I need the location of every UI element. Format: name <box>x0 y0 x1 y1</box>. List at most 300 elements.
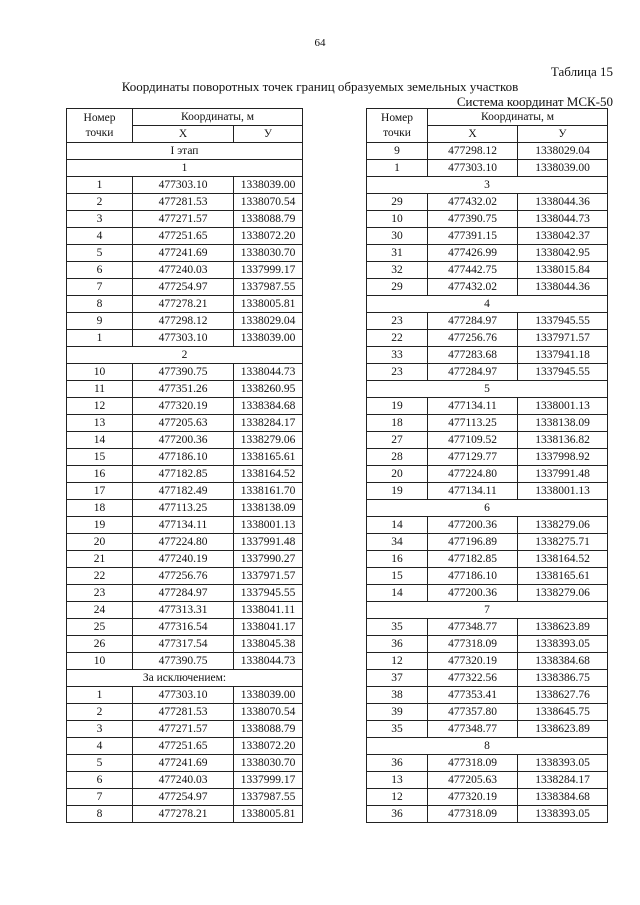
table-row <box>67 330 303 347</box>
x-coordinate-cell: 477284.97 <box>428 364 518 381</box>
point-number-cell: 36 <box>367 806 428 823</box>
point-number-cell: 17 <box>67 483 133 500</box>
x-coordinate-cell: 477348.77 <box>428 721 518 738</box>
y-coordinate-cell: 1338138.09 <box>234 500 303 517</box>
x-coordinate-cell: 477182.85 <box>428 551 518 568</box>
x-coordinate-cell: 477281.53 <box>133 194 234 211</box>
x-coordinate-cell: 477426.99 <box>428 245 518 262</box>
point-number-cell: 4 <box>67 228 133 245</box>
x-coordinate-cell: 477320.19 <box>428 789 518 806</box>
x-coordinate-cell: 477134.11 <box>133 517 234 534</box>
y-coordinate-cell: 1338044.73 <box>234 653 303 670</box>
table-row <box>367 245 608 262</box>
x-coordinate-cell: 477200.36 <box>428 517 518 534</box>
x-coordinate-cell: 477303.10 <box>133 330 234 347</box>
table-row <box>67 466 303 483</box>
x-coordinate-cell: 477303.10 <box>428 160 518 177</box>
header-y: У <box>234 126 303 143</box>
table-row <box>67 517 303 534</box>
table-row <box>367 415 608 432</box>
table-row <box>367 313 608 330</box>
point-number-cell: 14 <box>367 585 428 602</box>
point-number-cell: 21 <box>67 551 133 568</box>
x-coordinate-cell: 477281.53 <box>133 704 234 721</box>
point-number-cell: 19 <box>67 517 133 534</box>
y-coordinate-cell: 1338044.73 <box>234 364 303 381</box>
table-row <box>367 347 608 364</box>
table-row <box>67 398 303 415</box>
y-coordinate-cell: 1338072.20 <box>234 228 303 245</box>
table-row <box>367 789 608 806</box>
x-coordinate-cell: 477390.75 <box>428 211 518 228</box>
point-number-cell: 20 <box>367 466 428 483</box>
point-number-cell: 34 <box>367 534 428 551</box>
section-row <box>367 296 608 313</box>
point-number-cell: 14 <box>367 517 428 534</box>
point-number-cell: 39 <box>367 704 428 721</box>
point-number-cell: 18 <box>367 415 428 432</box>
x-coordinate-cell: 477303.10 <box>133 177 234 194</box>
y-coordinate-cell: 1338039.00 <box>518 160 608 177</box>
y-coordinate-cell: 1338260.95 <box>234 381 303 398</box>
y-coordinate-cell: 1337971.57 <box>234 568 303 585</box>
y-coordinate-cell: 1338088.79 <box>234 721 303 738</box>
x-coordinate-cell: 477240.03 <box>133 262 234 279</box>
y-coordinate-cell: 1337987.55 <box>234 279 303 296</box>
page-number: 64 <box>314 37 326 49</box>
x-coordinate-cell: 477390.75 <box>133 364 234 381</box>
table-row <box>67 568 303 585</box>
point-number-cell: 23 <box>367 313 428 330</box>
x-coordinate-cell: 477284.97 <box>428 313 518 330</box>
table-row <box>67 551 303 568</box>
point-number-cell: 32 <box>367 262 428 279</box>
x-coordinate-cell: 477113.25 <box>133 500 234 517</box>
y-coordinate-cell: 1338279.06 <box>234 432 303 449</box>
point-number-cell: 12 <box>67 398 133 415</box>
point-number-cell: 15 <box>67 449 133 466</box>
table-row <box>367 466 608 483</box>
point-number-cell: 18 <box>67 500 133 517</box>
x-coordinate-cell: 477353.41 <box>428 687 518 704</box>
x-coordinate-cell: 477357.80 <box>428 704 518 721</box>
table-row <box>67 636 303 653</box>
header-coordinates: Координаты, м <box>428 109 608 126</box>
table-row <box>367 228 608 245</box>
x-coordinate-cell: 477320.19 <box>133 398 234 415</box>
point-number-cell: 25 <box>67 619 133 636</box>
table-row <box>367 279 608 296</box>
point-number-cell: 10 <box>67 364 133 381</box>
x-coordinate-cell: 477109.52 <box>428 432 518 449</box>
x-coordinate-cell: 477129.77 <box>428 449 518 466</box>
section-label: 6 <box>367 500 608 517</box>
y-coordinate-cell: 1338030.70 <box>234 755 303 772</box>
point-number-cell: 1 <box>67 330 133 347</box>
point-number-cell: 13 <box>367 772 428 789</box>
table-row <box>67 585 303 602</box>
table-row <box>67 602 303 619</box>
table-row <box>67 364 303 381</box>
y-coordinate-cell: 1338044.36 <box>518 279 608 296</box>
y-coordinate-cell: 1338029.04 <box>518 143 608 160</box>
point-number-cell: 22 <box>67 568 133 585</box>
section-label: 3 <box>367 177 608 194</box>
point-number-cell: 12 <box>367 789 428 806</box>
point-number-cell: 22 <box>367 330 428 347</box>
section-label: 7 <box>367 602 608 619</box>
x-coordinate-cell: 477284.97 <box>133 585 234 602</box>
y-coordinate-cell: 1337990.27 <box>234 551 303 568</box>
x-coordinate-cell: 477186.10 <box>428 568 518 585</box>
x-coordinate-cell: 477241.69 <box>133 755 234 772</box>
section-label: 1 <box>67 160 303 177</box>
y-coordinate-cell: 1338623.89 <box>518 721 608 738</box>
y-coordinate-cell: 1338044.36 <box>518 194 608 211</box>
point-number-cell: 23 <box>67 585 133 602</box>
table-row <box>367 517 608 534</box>
y-coordinate-cell: 1338001.13 <box>234 517 303 534</box>
table-row <box>367 160 608 177</box>
table-row <box>367 619 608 636</box>
y-coordinate-cell: 1338088.79 <box>234 211 303 228</box>
x-coordinate-cell: 477186.10 <box>133 449 234 466</box>
x-coordinate-cell: 477240.03 <box>133 772 234 789</box>
table-row <box>67 262 303 279</box>
x-coordinate-cell: 477391.15 <box>428 228 518 245</box>
x-coordinate-cell: 477182.49 <box>133 483 234 500</box>
x-coordinate-cell: 477432.02 <box>428 194 518 211</box>
x-coordinate-cell: 477251.65 <box>133 228 234 245</box>
point-number-cell: 33 <box>367 347 428 364</box>
y-coordinate-cell: 1338070.54 <box>234 194 303 211</box>
table-row <box>67 296 303 313</box>
x-coordinate-cell: 477351.26 <box>133 381 234 398</box>
x-coordinate-cell: 477322.56 <box>428 670 518 687</box>
y-coordinate-cell: 1338384.68 <box>518 789 608 806</box>
y-coordinate-cell: 1338279.06 <box>518 517 608 534</box>
section-label: За исключением: <box>67 670 303 687</box>
point-number-cell: 31 <box>367 245 428 262</box>
table-row <box>67 789 303 806</box>
y-coordinate-cell: 1338045.38 <box>234 636 303 653</box>
table-row <box>67 653 303 670</box>
point-number-cell: 16 <box>67 466 133 483</box>
section-row <box>367 177 608 194</box>
table-row <box>67 500 303 517</box>
table-row <box>67 177 303 194</box>
x-coordinate-cell: 477256.76 <box>133 568 234 585</box>
header-point-number: Номер точки <box>67 109 133 143</box>
point-number-cell: 23 <box>367 364 428 381</box>
point-number-cell: 9 <box>367 143 428 160</box>
x-coordinate-cell: 477320.19 <box>428 653 518 670</box>
table-row <box>367 653 608 670</box>
x-coordinate-cell: 477254.97 <box>133 279 234 296</box>
y-coordinate-cell: 1338393.05 <box>518 806 608 823</box>
y-coordinate-cell: 1338165.61 <box>518 568 608 585</box>
y-coordinate-cell: 1338393.05 <box>518 636 608 653</box>
table-row <box>67 194 303 211</box>
point-number-cell: 1 <box>367 160 428 177</box>
x-coordinate-cell: 477283.68 <box>428 347 518 364</box>
point-number-cell: 36 <box>367 636 428 653</box>
point-number-cell: 6 <box>67 772 133 789</box>
section-row <box>67 347 303 364</box>
x-coordinate-cell: 477318.09 <box>428 755 518 772</box>
y-coordinate-cell: 1338384.68 <box>518 653 608 670</box>
y-coordinate-cell: 1338164.52 <box>234 466 303 483</box>
point-number-cell: 28 <box>367 449 428 466</box>
table-row <box>67 704 303 721</box>
x-coordinate-cell: 477196.89 <box>428 534 518 551</box>
table-row <box>367 432 608 449</box>
point-number-cell: 30 <box>367 228 428 245</box>
x-coordinate-cell: 477240.19 <box>133 551 234 568</box>
point-number-cell: 2 <box>67 194 133 211</box>
y-coordinate-cell: 1337971.57 <box>518 330 608 347</box>
header-coordinates: Координаты, м <box>133 109 303 126</box>
y-coordinate-cell: 1338042.95 <box>518 245 608 262</box>
point-number-cell: 3 <box>67 721 133 738</box>
coordinates-table-left <box>66 108 303 823</box>
table-row <box>67 687 303 704</box>
section-row <box>367 500 608 517</box>
point-number-cell: 8 <box>67 806 133 823</box>
table-row <box>367 704 608 721</box>
section-label: 4 <box>367 296 608 313</box>
y-coordinate-cell: 1338284.17 <box>518 772 608 789</box>
y-coordinate-cell: 1338042.37 <box>518 228 608 245</box>
x-coordinate-cell: 477205.63 <box>133 415 234 432</box>
table-row <box>367 194 608 211</box>
table-row <box>367 755 608 772</box>
point-number-cell: 29 <box>367 279 428 296</box>
point-number-cell: 4 <box>67 738 133 755</box>
coordinates-table-right <box>366 108 608 823</box>
point-number-cell: 16 <box>367 551 428 568</box>
y-coordinate-cell: 1337991.48 <box>518 466 608 483</box>
table-row <box>367 551 608 568</box>
x-coordinate-cell: 477134.11 <box>428 483 518 500</box>
point-number-cell: 10 <box>367 211 428 228</box>
point-number-cell: 13 <box>67 415 133 432</box>
page-title: Координаты поворотных точек границ образуемых земельных участков <box>121 79 519 94</box>
y-coordinate-cell: 1338015.84 <box>518 262 608 279</box>
table-row <box>367 398 608 415</box>
y-coordinate-cell: 1338001.13 <box>518 398 608 415</box>
table-row <box>67 415 303 432</box>
table-row <box>67 755 303 772</box>
point-number-cell: 36 <box>367 755 428 772</box>
section-row <box>67 160 303 177</box>
table-row <box>367 483 608 500</box>
table-row <box>367 449 608 466</box>
y-coordinate-cell: 1338041.11 <box>234 602 303 619</box>
table-row <box>67 228 303 245</box>
point-number-cell: 9 <box>67 313 133 330</box>
table-row <box>367 670 608 687</box>
x-coordinate-cell: 477254.97 <box>133 789 234 806</box>
section-label: 5 <box>367 381 608 398</box>
point-number-cell: 38 <box>367 687 428 704</box>
x-coordinate-cell: 477303.10 <box>133 687 234 704</box>
x-coordinate-cell: 477442.75 <box>428 262 518 279</box>
y-coordinate-cell: 1338001.13 <box>518 483 608 500</box>
y-coordinate-cell: 1338030.70 <box>234 245 303 262</box>
x-coordinate-cell: 477200.36 <box>428 585 518 602</box>
y-coordinate-cell: 1338386.75 <box>518 670 608 687</box>
y-coordinate-cell: 1338161.70 <box>234 483 303 500</box>
point-number-cell: 10 <box>67 653 133 670</box>
table-row <box>367 687 608 704</box>
table-row <box>67 772 303 789</box>
point-number-cell: 35 <box>367 721 428 738</box>
section-row <box>367 738 608 755</box>
point-number-cell: 7 <box>67 789 133 806</box>
y-coordinate-cell: 1338284.17 <box>234 415 303 432</box>
x-coordinate-cell: 477200.36 <box>133 432 234 449</box>
x-coordinate-cell: 477313.31 <box>133 602 234 619</box>
x-coordinate-cell: 477271.57 <box>133 721 234 738</box>
table-row <box>367 568 608 585</box>
point-number-cell: 6 <box>67 262 133 279</box>
section-row <box>367 381 608 398</box>
x-coordinate-cell: 477256.76 <box>428 330 518 347</box>
table-row <box>367 330 608 347</box>
point-number-cell: 35 <box>367 619 428 636</box>
point-number-cell: 14 <box>67 432 133 449</box>
y-coordinate-cell: 1337998.92 <box>518 449 608 466</box>
table-row <box>67 619 303 636</box>
x-coordinate-cell: 477205.63 <box>428 772 518 789</box>
x-coordinate-cell: 477432.02 <box>428 279 518 296</box>
header-y: У <box>518 126 608 143</box>
x-coordinate-cell: 477348.77 <box>428 619 518 636</box>
table-row <box>367 636 608 653</box>
y-coordinate-cell: 1338029.04 <box>234 313 303 330</box>
y-coordinate-cell: 1338165.61 <box>234 449 303 466</box>
header-x: X <box>133 126 234 143</box>
point-number-cell: 2 <box>67 704 133 721</box>
point-number-cell: 3 <box>67 211 133 228</box>
x-coordinate-cell: 477134.11 <box>428 398 518 415</box>
y-coordinate-cell: 1338164.52 <box>518 551 608 568</box>
y-coordinate-cell: 1338627.76 <box>518 687 608 704</box>
table-row <box>67 738 303 755</box>
y-coordinate-cell: 1338039.00 <box>234 330 303 347</box>
table-row <box>67 381 303 398</box>
x-coordinate-cell: 477224.80 <box>428 466 518 483</box>
table-row <box>67 211 303 228</box>
point-number-cell: 1 <box>67 687 133 704</box>
table-row <box>367 534 608 551</box>
y-coordinate-cell: 1338044.73 <box>518 211 608 228</box>
table-label: Таблица 15 <box>550 64 613 79</box>
table-row <box>367 211 608 228</box>
x-coordinate-cell: 477317.54 <box>133 636 234 653</box>
y-coordinate-cell: 1338039.00 <box>234 687 303 704</box>
x-coordinate-cell: 477224.80 <box>133 534 234 551</box>
y-coordinate-cell: 1337941.18 <box>518 347 608 364</box>
x-coordinate-cell: 477251.65 <box>133 738 234 755</box>
table-row <box>67 721 303 738</box>
x-coordinate-cell: 477278.21 <box>133 806 234 823</box>
y-coordinate-cell: 1337999.17 <box>234 772 303 789</box>
point-number-cell: 11 <box>67 381 133 398</box>
table-row <box>367 721 608 738</box>
table-row <box>67 279 303 296</box>
point-number-cell: 29 <box>367 194 428 211</box>
table-row <box>67 806 303 823</box>
y-coordinate-cell: 1338005.81 <box>234 296 303 313</box>
x-coordinate-cell: 477318.09 <box>428 806 518 823</box>
point-number-cell: 1 <box>67 177 133 194</box>
point-number-cell: 24 <box>67 602 133 619</box>
point-number-cell: 19 <box>367 483 428 500</box>
point-number-cell: 20 <box>67 534 133 551</box>
coordinate-system-label: Система координат МСК-50 <box>456 94 613 109</box>
y-coordinate-cell: 1338393.05 <box>518 755 608 772</box>
point-number-cell: 15 <box>367 568 428 585</box>
section-label: I этап <box>67 143 303 160</box>
y-coordinate-cell: 1337999.17 <box>234 262 303 279</box>
table-row <box>67 534 303 551</box>
y-coordinate-cell: 1338005.81 <box>234 806 303 823</box>
header-point-number: Номер точки <box>367 109 428 143</box>
table-row <box>367 806 608 823</box>
section-row <box>67 143 303 160</box>
x-coordinate-cell: 477298.12 <box>428 143 518 160</box>
y-coordinate-cell: 1337945.55 <box>518 364 608 381</box>
point-number-cell: 5 <box>67 755 133 772</box>
table-row <box>367 143 608 160</box>
x-coordinate-cell: 477390.75 <box>133 653 234 670</box>
section-label: 2 <box>67 347 303 364</box>
point-number-cell: 12 <box>367 653 428 670</box>
point-number-cell: 37 <box>367 670 428 687</box>
table-row <box>367 772 608 789</box>
point-number-cell: 26 <box>67 636 133 653</box>
y-coordinate-cell: 1337987.55 <box>234 789 303 806</box>
y-coordinate-cell: 1338136.82 <box>518 432 608 449</box>
y-coordinate-cell: 1337945.55 <box>234 585 303 602</box>
point-number-cell: 8 <box>67 296 133 313</box>
table-row <box>67 449 303 466</box>
point-number-cell: 19 <box>367 398 428 415</box>
y-coordinate-cell: 1338138.09 <box>518 415 608 432</box>
table-row <box>367 585 608 602</box>
x-coordinate-cell: 477271.57 <box>133 211 234 228</box>
table-row <box>367 364 608 381</box>
x-coordinate-cell: 477241.69 <box>133 245 234 262</box>
x-coordinate-cell: 477318.09 <box>428 636 518 653</box>
y-coordinate-cell: 1338039.00 <box>234 177 303 194</box>
y-coordinate-cell: 1338275.71 <box>518 534 608 551</box>
table-row <box>67 313 303 330</box>
header-x: X <box>428 126 518 143</box>
point-number-cell: 5 <box>67 245 133 262</box>
y-coordinate-cell: 1338645.75 <box>518 704 608 721</box>
y-coordinate-cell: 1338041.17 <box>234 619 303 636</box>
y-coordinate-cell: 1337991.48 <box>234 534 303 551</box>
x-coordinate-cell: 477298.12 <box>133 313 234 330</box>
y-coordinate-cell: 1338623.89 <box>518 619 608 636</box>
section-row <box>367 602 608 619</box>
y-coordinate-cell: 1338279.06 <box>518 585 608 602</box>
y-coordinate-cell: 1338384.68 <box>234 398 303 415</box>
section-label: 8 <box>367 738 608 755</box>
